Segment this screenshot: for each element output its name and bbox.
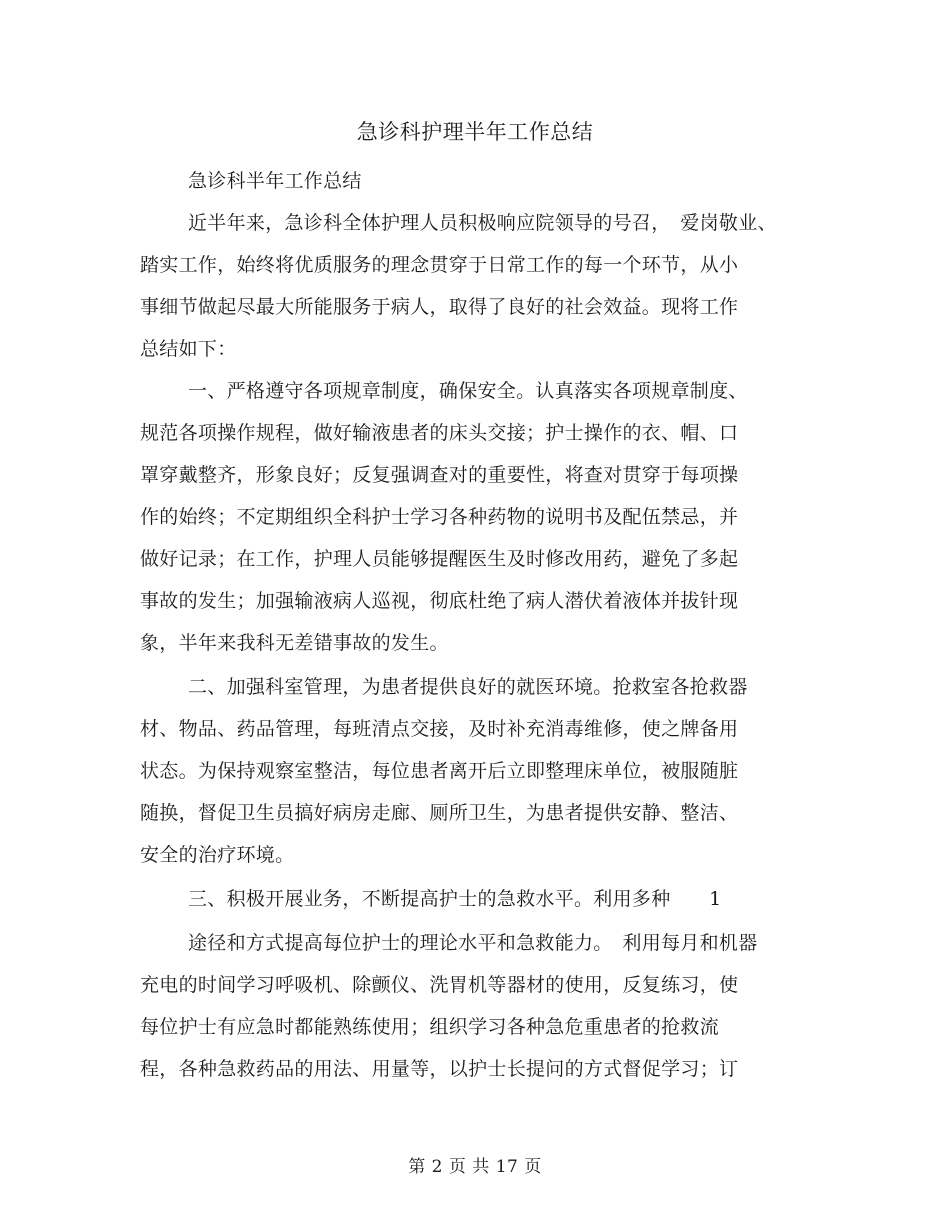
body-line: 罩穿戴整齐，形象良好；反复强调查对的重要性，将查对贯穿于每项操 [140, 464, 739, 486]
body-line: 充电的时间学习呼吸机、除颤仪、洗胃机等器材的使用，反复练习，使 [140, 974, 739, 996]
page-number: 第 2 页 共 17 页 [408, 1157, 542, 1177]
body-line: 每位护士有应急时都能熟练使用；组织学习各种急危重患者的抢救流 [140, 1016, 720, 1038]
section-1-line: 一、严格遵守各项规章制度，确保安全。认真落实各项规章制度、 [188, 380, 748, 402]
body-line: 规范各项操作规程，做好输液患者的床头交接；护士操作的衣、帽、口 [140, 422, 739, 444]
section-3-line: 三、积极开展业务，不断提高护士的急救水平。利用多种 1 [188, 888, 722, 910]
body-line: 随换，督促卫生员搞好病房走廊、厕所卫生，为患者提供安静、整洁、 [140, 802, 739, 824]
body-line: 程，各种急救药品的用法、用量等，以护士长提问的方式督促学习；订 [140, 1058, 739, 1080]
section-2-line: 二、加强科室管理，为患者提供良好的就医环境。抢救室各抢救器 [188, 676, 748, 698]
subtitle-line: 急诊科半年工作总结 [188, 170, 362, 192]
body-line: 途径和方式提高每位护士的理论水平和急救能力。 利用每月和机器 [188, 932, 758, 954]
body-line: 事细节做起尽最大所能服务于病人，取得了良好的社会效益。现将工作 [140, 296, 739, 318]
body-line: 近半年来，急诊科全体护理人员积极响应院领导的号召， 爱岗敬业、 [188, 212, 777, 234]
body-line: 踏实工作，始终将优质服务的理念贯穿于日常工作的每一个环节，从小 [140, 254, 739, 276]
body-line: 事故的发生；加强输液病人巡视，彻底杜绝了病人潜伏着液体并拔针现 [140, 590, 739, 612]
document-title: 急诊科护理半年工作总结 [356, 120, 594, 144]
body-line: 安全的治疗环境。 [140, 844, 295, 866]
body-line: 材、物品、药品管理，每班清点交接，及时补充消毒维修，使之牌备用 [140, 718, 739, 740]
body-line: 做好记录；在工作，护理人员能够提醒医生及时修改用药，避免了多起 [140, 548, 739, 570]
body-line: 象，半年来我科无差错事故的发生。 [140, 632, 449, 654]
body-line: 作的始终；不定期组织全科护士学习各种药物的说明书及配伍禁忌，并 [140, 506, 739, 528]
body-line: 状态。为保持观察室整洁，每位患者离开后立即整理床单位，被服随脏 [140, 760, 739, 782]
body-line: 总结如下： [140, 338, 237, 360]
